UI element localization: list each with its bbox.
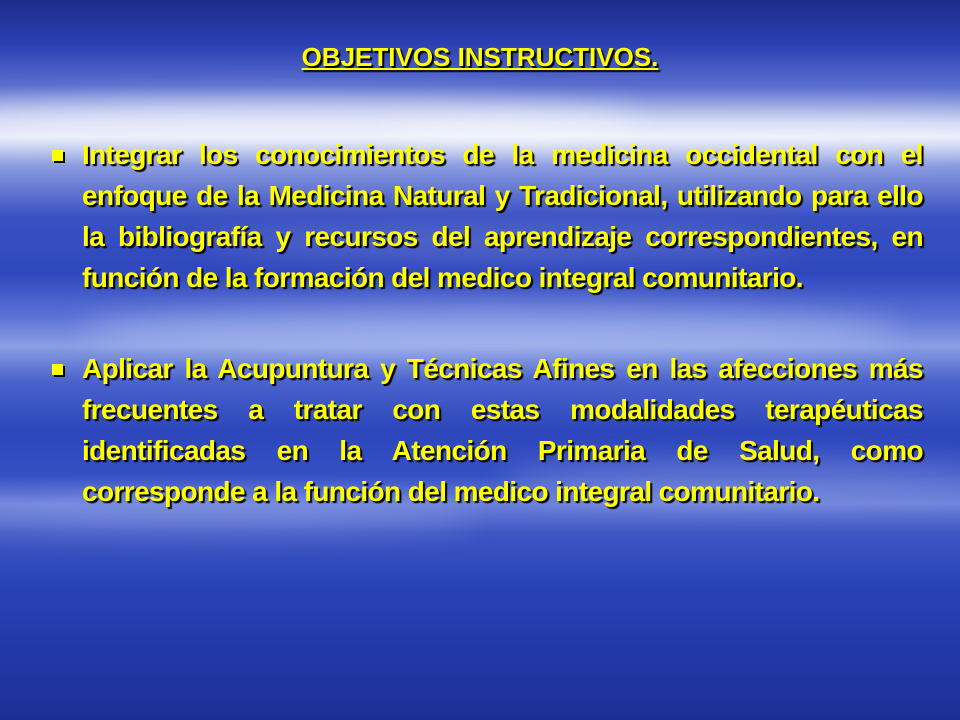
bullet-text: Aplicar la Acupuntura y Técnicas Afines en las afecciones más frecuentes a tratar con estas modalidades terapéuticas identificadas en la Atención Primaria de Salud, como corresponde a la función del medico integral comunitario. bbox=[82, 353, 923, 507]
bullet-text: Integrar los conocimientos de la medicina occidental con el enfoque de la Medicina Natural y Tradicional, utilizando para ello la bibliografía y recursos del aprendizaje correspondientes, en función de la formación del medico integral comunitario. bbox=[82, 139, 923, 293]
slide-title: OBJETIVOS INSTRUCTIVOS. bbox=[301, 42, 659, 72]
bullet-list bbox=[48, 134, 923, 562]
square-bullet-icon bbox=[52, 364, 63, 375]
bullet-item bbox=[48, 134, 923, 298]
square-bullet-icon bbox=[52, 150, 63, 161]
bullet-item bbox=[48, 348, 923, 512]
